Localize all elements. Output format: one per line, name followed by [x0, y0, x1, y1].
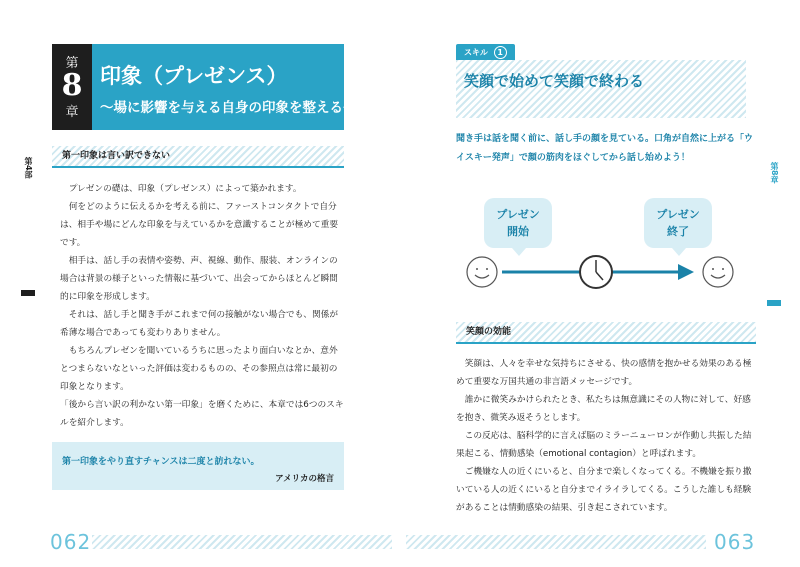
- right-side-tab: [756, 46, 781, 306]
- end-bubble-line1: プレゼン: [656, 208, 700, 221]
- skill-lead: 聞き手は話を聞く前に、話し手の顔を見ている。口角が自然に上がる「ウイスキー発声」で顔の筋肉をほぐしてから話し始めよう！: [456, 134, 754, 163]
- paragraph: 何をどのように伝えるかを考える前に、ファーストコンタクトで自分は、相手や場にどんな印象を与えているかを意識することが極めて重要です。: [60, 202, 338, 248]
- chapter-side-title: 印象（プレゼンス）〜場に影響を与える自身の印象を整える〜: [756, 64, 765, 288]
- paragraph: もちろんプレゼンを聞いているうちに思ったより面白いなとか、意外とつまらないなといった評価は変わるものの、その参照点は常に最初の印象となります。: [60, 346, 338, 392]
- chapter-badge: 第8章: [767, 46, 781, 300]
- right-footer-hatch: [406, 535, 706, 549]
- chapter-suffix: 章: [65, 105, 79, 120]
- chapter-title-band: [92, 44, 357, 130]
- start-bubble-line2: 開始: [507, 225, 529, 238]
- right-page-number: 063: [714, 530, 756, 554]
- end-bubble-line2: 終了: [667, 225, 689, 238]
- left-side-tab: [10, 46, 35, 296]
- left-page-number: 062: [50, 530, 92, 554]
- right-body: [456, 355, 752, 517]
- skill-number: 1: [494, 46, 507, 59]
- paragraph: この反応は、脳科学的に言えば脳のミラーニューロンが作動し共振した結果起こる、情動感染（emotional contagion）と呼ばれます。: [456, 431, 752, 459]
- quote-text: 第一印象をやり直すチャンスは二度と訪れない。: [62, 457, 260, 467]
- chapter-box: [52, 44, 92, 130]
- chapter-number: 8: [61, 68, 83, 103]
- paragraph: 「後から言い訳の利かない第一印象」を磨くために、本章では6つのスキルを紹介します。: [60, 400, 344, 428]
- skill-title-box: [456, 60, 746, 118]
- paragraph: 笑顔は、人々を幸せな気持ちにさせる、快の感情を抱かせる効果のある極めて重要な万国共通の非言語メッセージです。: [456, 359, 752, 387]
- skill-tag: [456, 44, 515, 61]
- paragraph: それは、話し手と聞き手がこれまで何の接触がない場合でも、関係が希薄な場合であっても変わりありません。: [60, 310, 338, 338]
- smile-face-right-icon: [703, 257, 733, 287]
- part-title: 自分、相手、場に影響を与えるプレゼンスキル30: [10, 81, 19, 261]
- paragraph: ご機嫌な人の近くにいると、自分まで楽しくなってくる。不機嫌を振り撒いている人の近くにいると自分までイライラしてくる。こうした誰しも経験があることは情動感染の結果、引き起こされています。: [456, 467, 752, 513]
- smile-face-left-icon: [467, 257, 497, 287]
- timeline-graphic: [456, 190, 756, 310]
- left-section-heading: 第一印象は言い訳できない: [52, 146, 344, 168]
- timeline-arrowhead: [678, 264, 694, 280]
- left-footer-hatch: [92, 535, 392, 549]
- skill-label: スキル: [464, 48, 488, 57]
- chapter-subtitle: 〜場に影響を与える自身の印象を整える〜: [100, 100, 357, 116]
- paragraph: プレゼンの礎は、印象（プレゼンス）によって築かれます。: [68, 184, 302, 194]
- chapter-prefix: 第: [65, 56, 79, 71]
- chapter-title: 印象（プレゼンス）: [100, 63, 288, 88]
- quote-source: アメリカの格言: [275, 474, 334, 484]
- start-bubble-line1: プレゼン: [496, 208, 540, 221]
- quote-box: [52, 442, 344, 490]
- right-section-heading: 笑顔の効能: [456, 322, 756, 344]
- paragraph: 誰かに微笑みかけられたとき、私たちは無意識にその人物に対して、好感を抱き、微笑み返そうとします。: [456, 395, 751, 423]
- paragraph: 相手は、話し手の表情や姿勢、声、視線、動作、服装、オンラインの場合は背景の様子といった情報に基づいて、出会ってからほとんど瞬間的に印象を形成します。: [60, 256, 338, 302]
- left-body: [60, 180, 344, 432]
- smile-diagram: [456, 190, 756, 310]
- clock-icon: [580, 256, 612, 288]
- skill-title: 笑顔で始めて笑顔で終わる: [464, 72, 645, 90]
- part-badge: 第4部: [21, 46, 35, 290]
